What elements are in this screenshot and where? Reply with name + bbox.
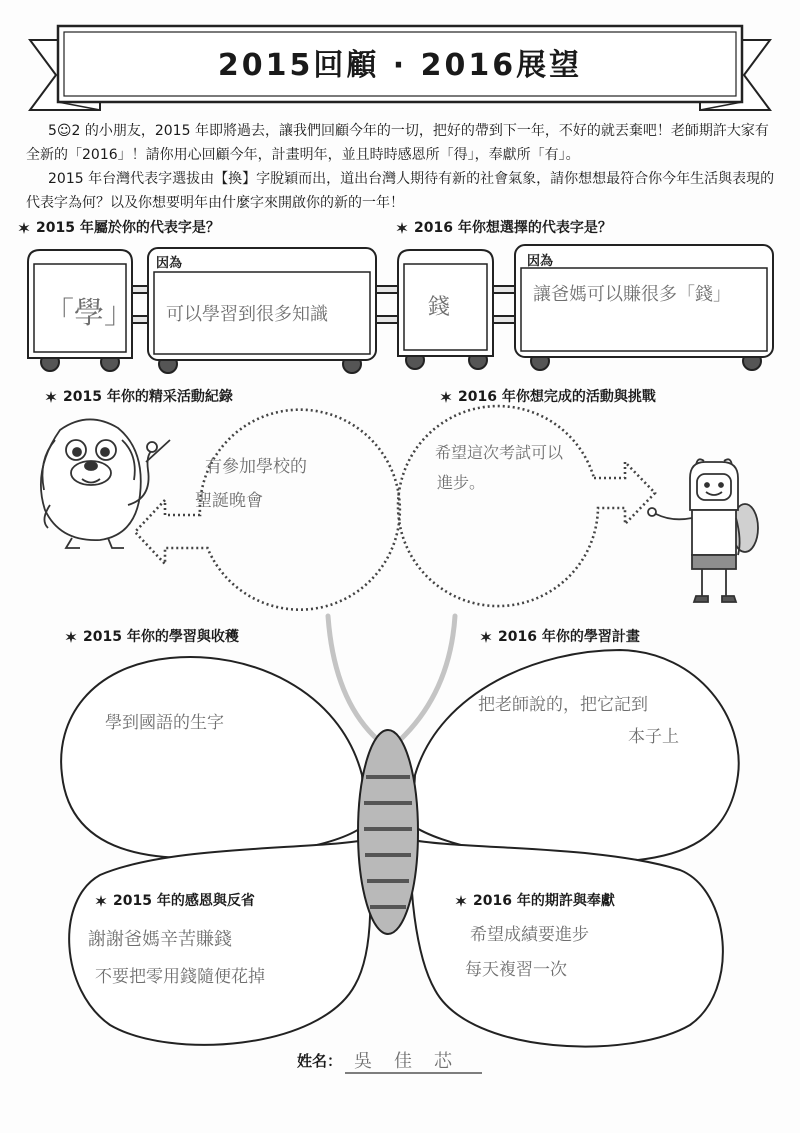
heading-text: 2015 年屬於你的代表字是？ bbox=[36, 220, 220, 236]
speech-bubble-2016 bbox=[398, 406, 655, 606]
finn-eye bbox=[705, 483, 709, 487]
wing-upper-right bbox=[412, 650, 739, 862]
star-icon bbox=[396, 222, 408, 234]
finn-shorts bbox=[692, 555, 736, 569]
star-icon bbox=[95, 895, 107, 907]
because-label-2015: 因為 bbox=[156, 256, 183, 271]
finn-hand bbox=[648, 508, 656, 516]
heading-representative-2016 bbox=[396, 219, 612, 237]
speech-bubble-2015 bbox=[135, 410, 400, 610]
answer-activities-2016-line: 希望這次考試可以 bbox=[435, 443, 564, 462]
jake-pupil bbox=[101, 448, 109, 456]
answer-activities-2015-line: 有參加學校的 bbox=[205, 457, 307, 477]
answer-learning-2016-line: 本子上 bbox=[628, 727, 679, 747]
answer-learning-2016-line: 把老師說的，把它記到 bbox=[478, 695, 648, 715]
answer-learning-2015-line: 學到國語的生字 bbox=[105, 713, 224, 733]
intro-paragraph-2: 2015 年台灣代表字選拔由【換】字脫穎而出，道出台灣人期待有新的社會氣象，請你想想最符合你今年生活與表現的代表字為何？以及你想要明年由什麼字來開啟你的新的一年！ bbox=[26, 171, 775, 211]
star-icon bbox=[65, 631, 77, 643]
name-label: 姓名： bbox=[297, 1052, 343, 1070]
answer-reflection-2015-line: 謝謝爸媽辛苦賺錢 bbox=[88, 929, 232, 950]
answer-word-2016: 錢 bbox=[428, 295, 451, 320]
finn-face bbox=[697, 474, 731, 500]
star-icon bbox=[440, 391, 452, 403]
heading-text: 2016 年你的學習計畫 bbox=[498, 629, 640, 645]
answer-word-2015: 「學」 bbox=[44, 296, 134, 331]
finn-arm bbox=[656, 514, 692, 519]
star-icon bbox=[45, 391, 57, 403]
heading-reflection-2015 bbox=[95, 892, 255, 910]
name-value: 吳佳芯 bbox=[354, 1051, 474, 1072]
jake-flower bbox=[147, 442, 157, 452]
star-icon bbox=[455, 895, 467, 907]
heading-representative-2015 bbox=[18, 219, 220, 237]
finn-shoe bbox=[722, 596, 736, 602]
page-title: 2015回顧 · 2016展望 bbox=[217, 48, 583, 83]
jake-nose bbox=[85, 462, 97, 470]
star-icon bbox=[480, 631, 492, 643]
heading-learning-2015 bbox=[65, 628, 239, 646]
heading-text: 2015 年你的精采活動紀錄 bbox=[63, 389, 233, 405]
finn-shoe bbox=[694, 596, 708, 602]
answer-reflection-2016-line: 每天複習一次 bbox=[465, 960, 567, 980]
heading-reflection-2016 bbox=[455, 892, 615, 910]
heading-text: 2016 年的期許與奉獻 bbox=[473, 893, 615, 909]
train-coupler bbox=[374, 316, 400, 323]
answer-activities-2015-line: 聖誕晚會 bbox=[195, 491, 263, 511]
heading-activities-2016 bbox=[440, 388, 656, 406]
train bbox=[28, 245, 773, 373]
train-coupler bbox=[491, 316, 517, 323]
train-coupler bbox=[491, 286, 517, 293]
heading-learning-2016 bbox=[480, 628, 640, 646]
heading-text: 2016 年你想選擇的代表字是？ bbox=[414, 220, 612, 236]
train-coupler bbox=[374, 286, 400, 293]
jake-leg bbox=[66, 538, 80, 548]
butterfly-body bbox=[358, 730, 418, 934]
answer-reflection-2015-line: 不要把零用錢隨便花掉 bbox=[95, 967, 265, 987]
answer-reason-2016: 讓爸媽可以賺很多「錢」 bbox=[533, 284, 731, 305]
finn-eye bbox=[719, 483, 723, 487]
finn-shirt bbox=[692, 510, 736, 555]
answer-activities-2016-line: 進步。 bbox=[437, 473, 486, 492]
heading-activities-2015 bbox=[45, 388, 233, 406]
heading-text: 2015 年的感恩與反省 bbox=[113, 893, 255, 909]
jake-leg bbox=[108, 538, 124, 548]
intro-paragraph-1: 5☺2 的小朋友，2015 年即將過去，讓我們回顧今年的一切，把好的帶到下一年，不好的就丟棄吧！老師期許大家有全新的「2016」！請你用心回顧今年，計畫明年，並且時時感恩所「得」，奉獻所「有」。 bbox=[26, 123, 769, 163]
answer-reason-2015: 可以學習到很多知識 bbox=[166, 304, 328, 325]
star-icon bbox=[18, 222, 30, 234]
heading-text: 2015 年你的學習與收穫 bbox=[83, 629, 239, 645]
wing-upper-left bbox=[61, 657, 365, 858]
answer-reflection-2016-line: 希望成績要進步 bbox=[470, 925, 589, 945]
jake-pupil bbox=[73, 448, 81, 456]
heading-text: 2016 年你想完成的活動與挑戰 bbox=[458, 389, 656, 405]
because-label-2016: 因為 bbox=[527, 254, 554, 269]
jake-illustration bbox=[41, 419, 170, 548]
finn-illustration bbox=[648, 459, 758, 602]
